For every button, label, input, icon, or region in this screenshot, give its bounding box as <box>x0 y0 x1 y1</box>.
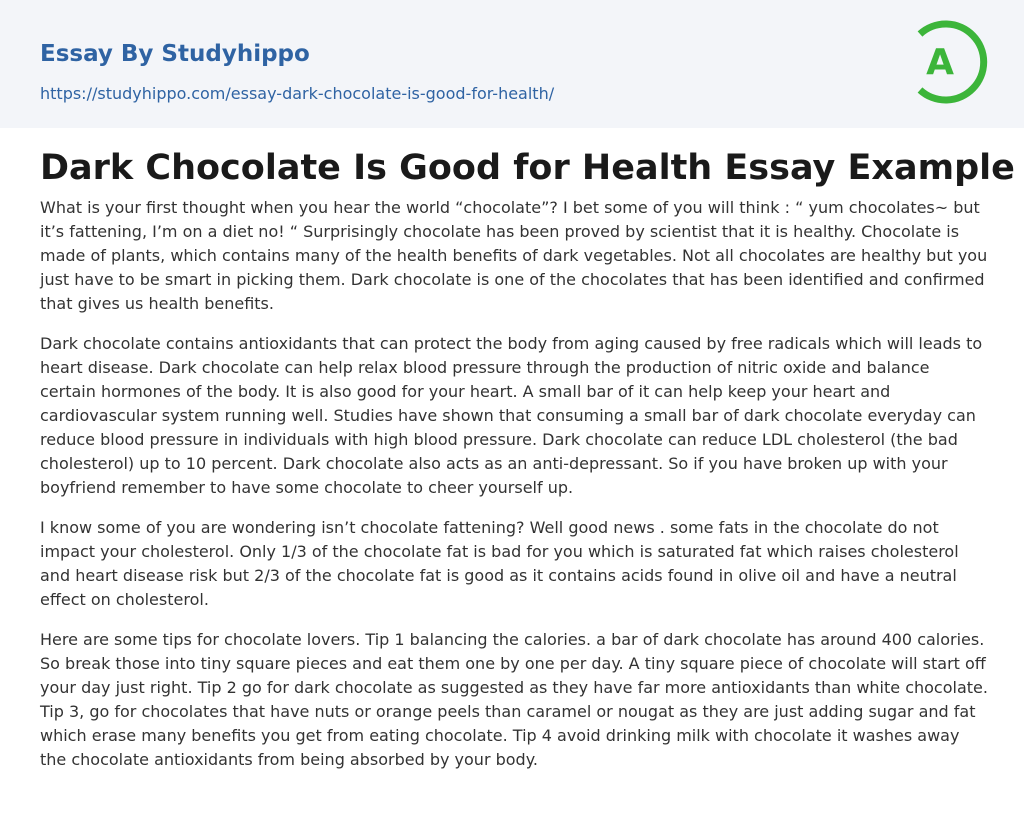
article-paragraph-1: What is your first thought when you hear the world “chocolate”? I bet some of you will think : “ yum chocolates~ but it’s fattening, I’m on a diet no! “ Surprisingly chocolate has been proved by scientist that it is healthy. Chocolate is made of plants, which contains many of the health benefits of dark vegetables. Not all chocolates are healthy but you just have to be smart in picking them. Dark chocolate is one of the chocolates that has been identified and confirmed that gives us health benefits. <box>40 198 988 313</box>
site-header <box>0 0 1024 128</box>
article-paragraph-2: Dark chocolate contains antioxidants that can protect the body from aging caused by free radicals which will leads to heart disease. Dark chocolate can help relax blood pressure through the production of nitric oxide and balance certain hormones of the body. It is also good for your heart. A small bar of it can help keep your heart and cardiovascular system running well. Studies have shown that consuming a small bar of dark chocolate everyday can reduce blood pressure in individuals with high blood pressure. Dark chocolate can reduce LDL cholesterol (the bad cholesterol) up to 10 percent. Dark chocolate also acts as an anti-depressant. So if you have broken up with your boyfriend remember to have some chocolate to cheer yourself up. <box>40 334 983 497</box>
site-brand[interactable]: Essay By Studyhippo <box>40 41 310 67</box>
article <box>40 142 1015 788</box>
article-paragraph-4: Here are some tips for chocolate lovers. Tip 1 balancing the calories. a bar of dark chocolate has around 400 calories. So break those into tiny square pieces and eat them one by one per day. A tiny square piece of chocolate will start off your day just right. Tip 2 go for dark chocolate as suggested as they have far more antioxidants than white chocolate. Tip 3, go for chocolates that have nuts or orange peels than caramel or nougat as they are just adding sugar and fat which erase many benefits you get from eating chocolate. Tip 4 avoid drinking milk with chocolate it washes away the chocolate antioxidants from being absorbed by your body. <box>40 630 988 769</box>
page-url-link[interactable]: https://studyhippo.com/essay-dark-chocolate-is-good-for-health/ <box>40 84 555 103</box>
logo-letter: A <box>926 42 954 83</box>
studyhippo-a-logo-icon[interactable] <box>910 18 988 106</box>
article-paragraph-3: I know some of you are wondering isn’t chocolate fattening? Well good news . some fats in the chocolate do not impact your cholesterol. Only 1/3 of the chocolate fat is bad for you which is saturated fat which raises cholesterol and heart disease risk but 2/3 of the chocolate fat is good as it contains acids found in olive oil and have a neutral effect on cholesterol. <box>40 518 959 609</box>
article-title: Dark Chocolate Is Good for Health Essay Example <box>40 148 1015 188</box>
